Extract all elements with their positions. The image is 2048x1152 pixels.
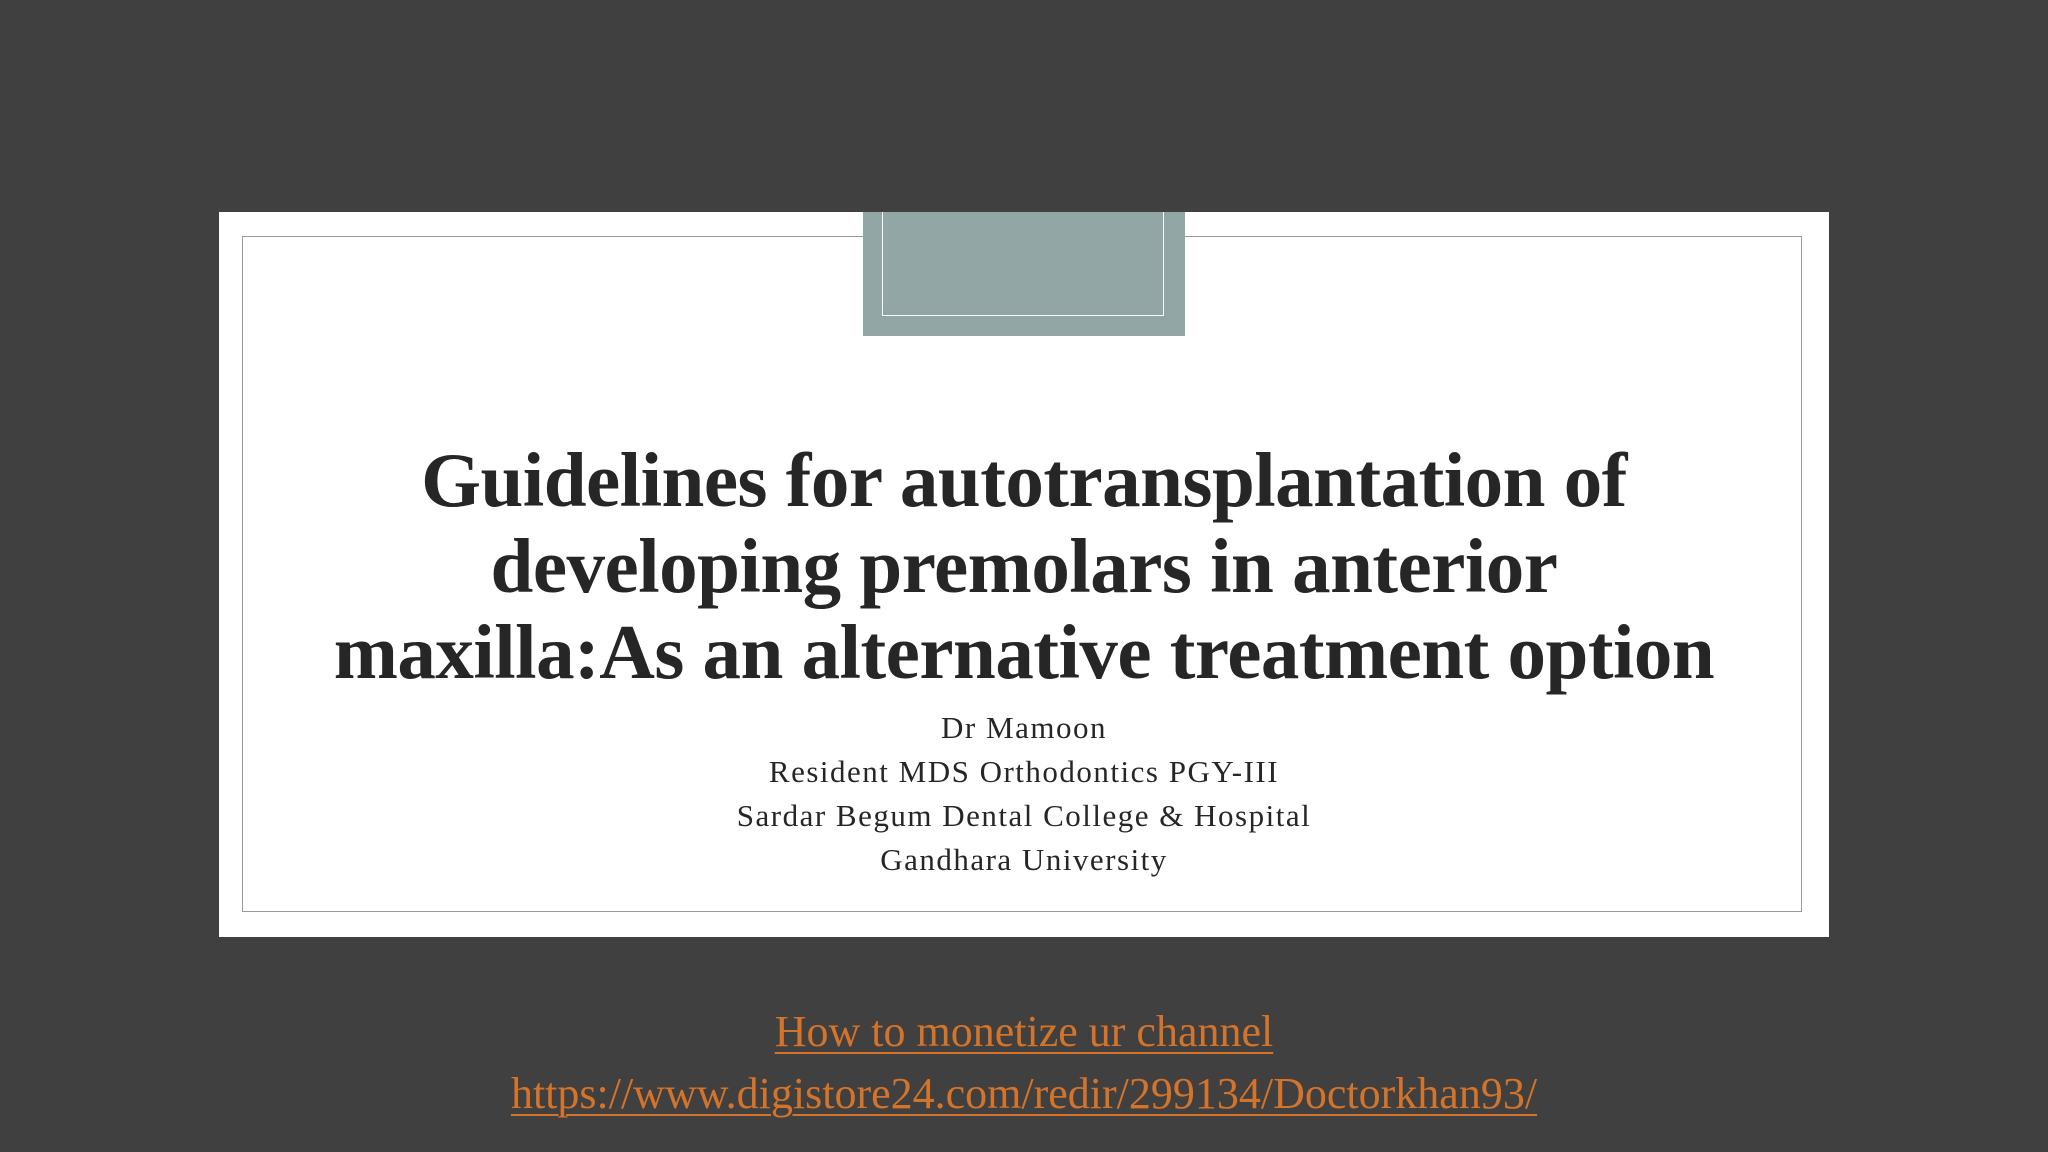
footer-links [0, 1001, 2048, 1125]
slide-subtitle [259, 706, 1789, 882]
presentation-slide [219, 212, 1829, 937]
monetize-channel-link[interactable]: How to monetize ur channel [774, 1007, 1274, 1056]
author-position: Resident MDS Orthodontics PGY-III [768, 754, 1280, 789]
accent-tab-inner-outline [882, 212, 1164, 316]
slide-accent-tab [863, 212, 1185, 336]
title-line-2: developing premolars in anterior [490, 523, 1558, 609]
digistore-url-link[interactable]: https://www.digistore24.com/redir/299134/Doctorkhan93/ [510, 1069, 1538, 1118]
author-university: Gandhara University [880, 842, 1168, 877]
slide-title [259, 437, 1789, 695]
title-line-3: maxilla:As an alternative treatment option [333, 609, 1715, 695]
author-institution: Sardar Begum Dental College & Hospital [736, 798, 1312, 833]
title-line-1: Guidelines for autotransplantation of [421, 437, 1627, 523]
author-name: Dr Mamoon [941, 710, 1107, 745]
